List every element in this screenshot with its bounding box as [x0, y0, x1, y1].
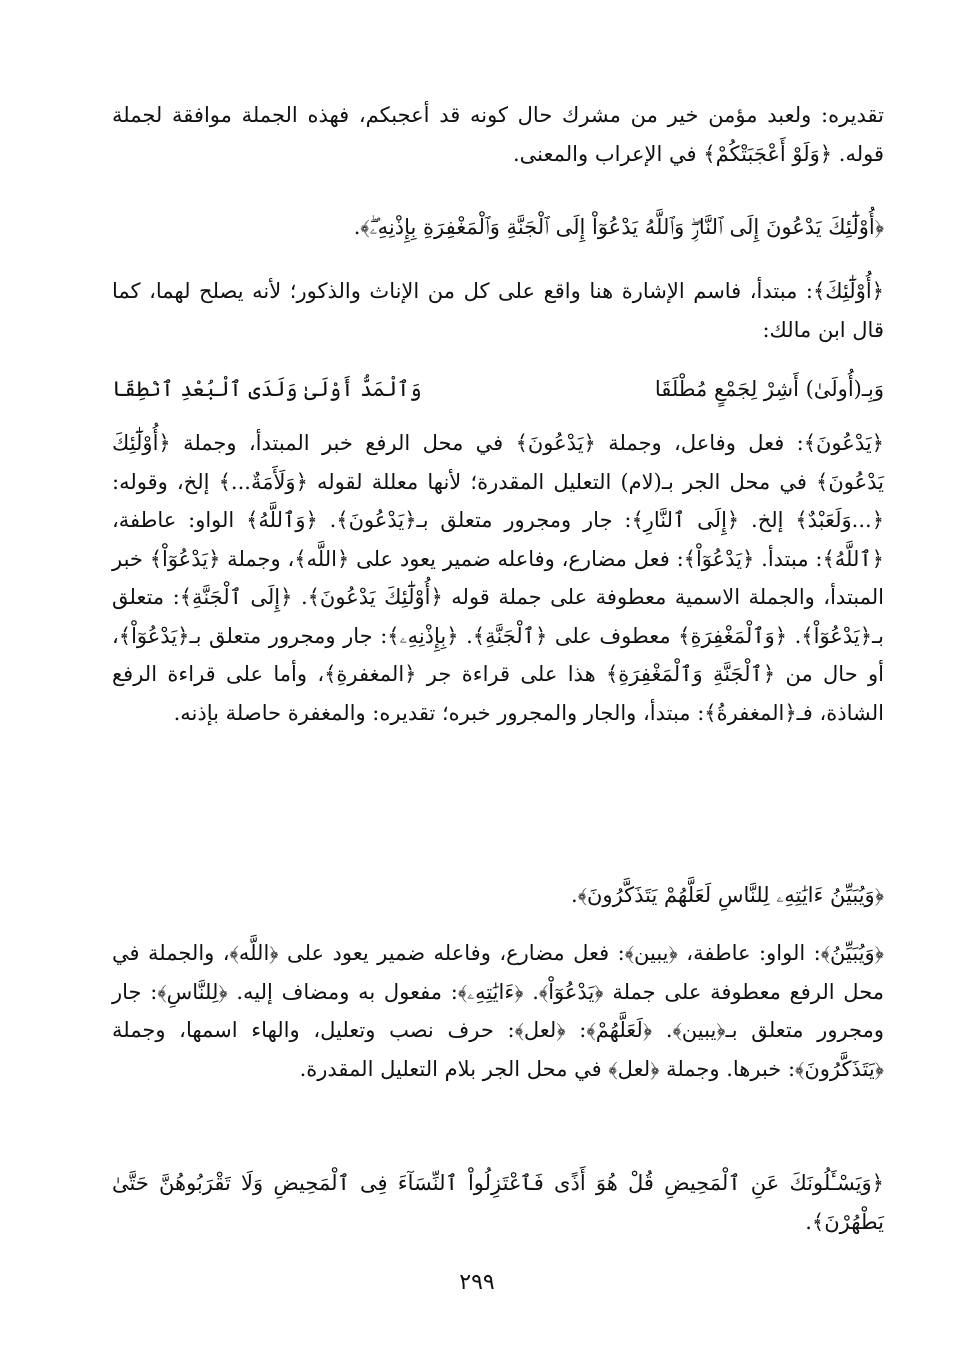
paragraph-intro: تقديره: ولعبد مؤمن خير من مشرك حال كونه قد أعجبكم، فهذه الجملة موافقة لجملة قوله. ﴿وَلَوْ أَعْجَبَتْكُمْ﴾ في الإعراب والمعنى. — [112, 103, 884, 166]
poem-right-hemistich: وَبِـ(أُولَىٰ) أَشِرْ لِجَمْعٍ مُطْلَقَا — [654, 377, 884, 401]
poem-left-hemistich: وَٱلْمَدُّ أَوْلَىٰ وَلَدَى ٱلْبُعْدِ ٱنْطِقَا — [112, 377, 422, 401]
page-number: ٢٩٩ — [459, 1270, 495, 1295]
paragraph-grammar-analysis: ﴿يَدْعُونَ﴾: فعل وفاعل، وجملة ﴿يَدْعُونَ﴾ في محل الرفع خبر المبتدأ، وجملة ﴿أُوْلَٰٓئِكَ يَدْعُونَ﴾ في محل الجر بـ(لام) التعليل المقدرة؛ لأنها معللة لقوله ﴿وَلَأَمَةٌ...﴾ إلخ، وقوله: ﴿...وَلَعَبْدٌ﴾ إلخ. ﴿إِلَى ٱلنَّارِ﴾: جار ومجرور متعلق بـ﴿يَدْعُونَ﴾. ﴿وَٱللَّهُ﴾ الواو: عاطفة، ﴿ٱللَّهُ﴾: مبتدأ. ﴿يَدْعُوٓاْ﴾: فعل مضارع، وفاعله ضمير يعود على ﴿اللَّه﴾، وجملة ﴿يَدْعُوٓاْ﴾ خبر المبتدأ، والجملة الاسمية معطوفة على جملة قوله ﴿أُوْلَٰٓئِكَ يَدْعُونَ﴾. ﴿إِلَى ٱلْجَنَّةِ﴾: متعلق بـ﴿يَدْعُوٓاْ﴾. ﴿وَٱلْمَغْفِرَةِ﴾ معطوف على ﴿ٱلْجَنَّةِ﴾. ﴿بِإِذْنِهِۦ﴾: جار ومجرور متعلق بـ﴿يَدْعُوٓاْ﴾، أو حال من ﴿ٱلْجَنَّةِ وَٱلْمَغْفِرَةِ﴾ هذا على قراءة جر ﴿المغفرةِ﴾، وأما على قراءة الرفع الشاذة، فـ﴿المغفرةُ﴾: مبتدأ، والجار والمجرور خبره؛ تقديره: والمغفرة حاصلة بإذنه. — [112, 431, 884, 725]
quran-verse-1: ﴿أُوْلَٰٓئِكَ يَدْعُونَ إِلَى ٱلنَّارِۖ وَٱللَّهُ يَدْعُوٓاْ إِلَى ٱلْجَنَّةِ وَٱلْمَغْفِرَةِ بِإِذْنِهِۦۖ﴾. — [353, 215, 884, 239]
paragraph-ulaika: ﴿أُوْلَٰٓئِكَ﴾: مبتدأ، فاسم الإشارة هنا واقع على كل من الإناث والذكور؛ لأنه يصلح لهما، كما قال ابن مالك: — [112, 279, 884, 342]
paragraph-yubayyin: ﴿وَيُبَيِّنُ﴾: الواو: عاطفة، ﴿يبين﴾: فعل مضارع، وفاعله ضمير يعود على ﴿اللَّه﴾، والجملة في محل الرفع معطوفة على جملة ﴿يَدْعُوٓاْ﴾. ﴿ءَايَٰتِهِۦ﴾: مفعول به ومضاف إليه. ﴿لِلنَّاسِ﴾: جار ومجرور متعلق بـ﴿يبين﴾. ﴿لَعَلَّهُمْ﴾: ﴿لعل﴾: حرف نصب وتعليل، والهاء اسمها، وجملة ﴿يَتَذَكَّرُونَ﴾: خبرها. وجملة ﴿لعل﴾ في محل الجر بلام التعليل المقدرة. — [112, 941, 884, 1081]
poem-verse — [112, 368, 884, 410]
quran-verse-2: ﴿وَيُبَيِّنُ ءَايَٰتِهِۦ لِلنَّاسِ لَعَلَّهُمْ يَتَذَكَّرُونَ﴾. — [571, 883, 884, 907]
quran-verse-3: ﴿وَيَسْـَٔلُونَكَ عَنِ ٱلْمَحِيضِ قُلْ هُوَ أَذًى فَٱعْتَزِلُواْ ٱلنِّسَآءَ فِى ٱلْمَحِيضِ وَلَا تَقْرَبُوهُنَّ حَتَّىٰ يَطْهُرْنَ﴾. — [112, 1171, 884, 1234]
